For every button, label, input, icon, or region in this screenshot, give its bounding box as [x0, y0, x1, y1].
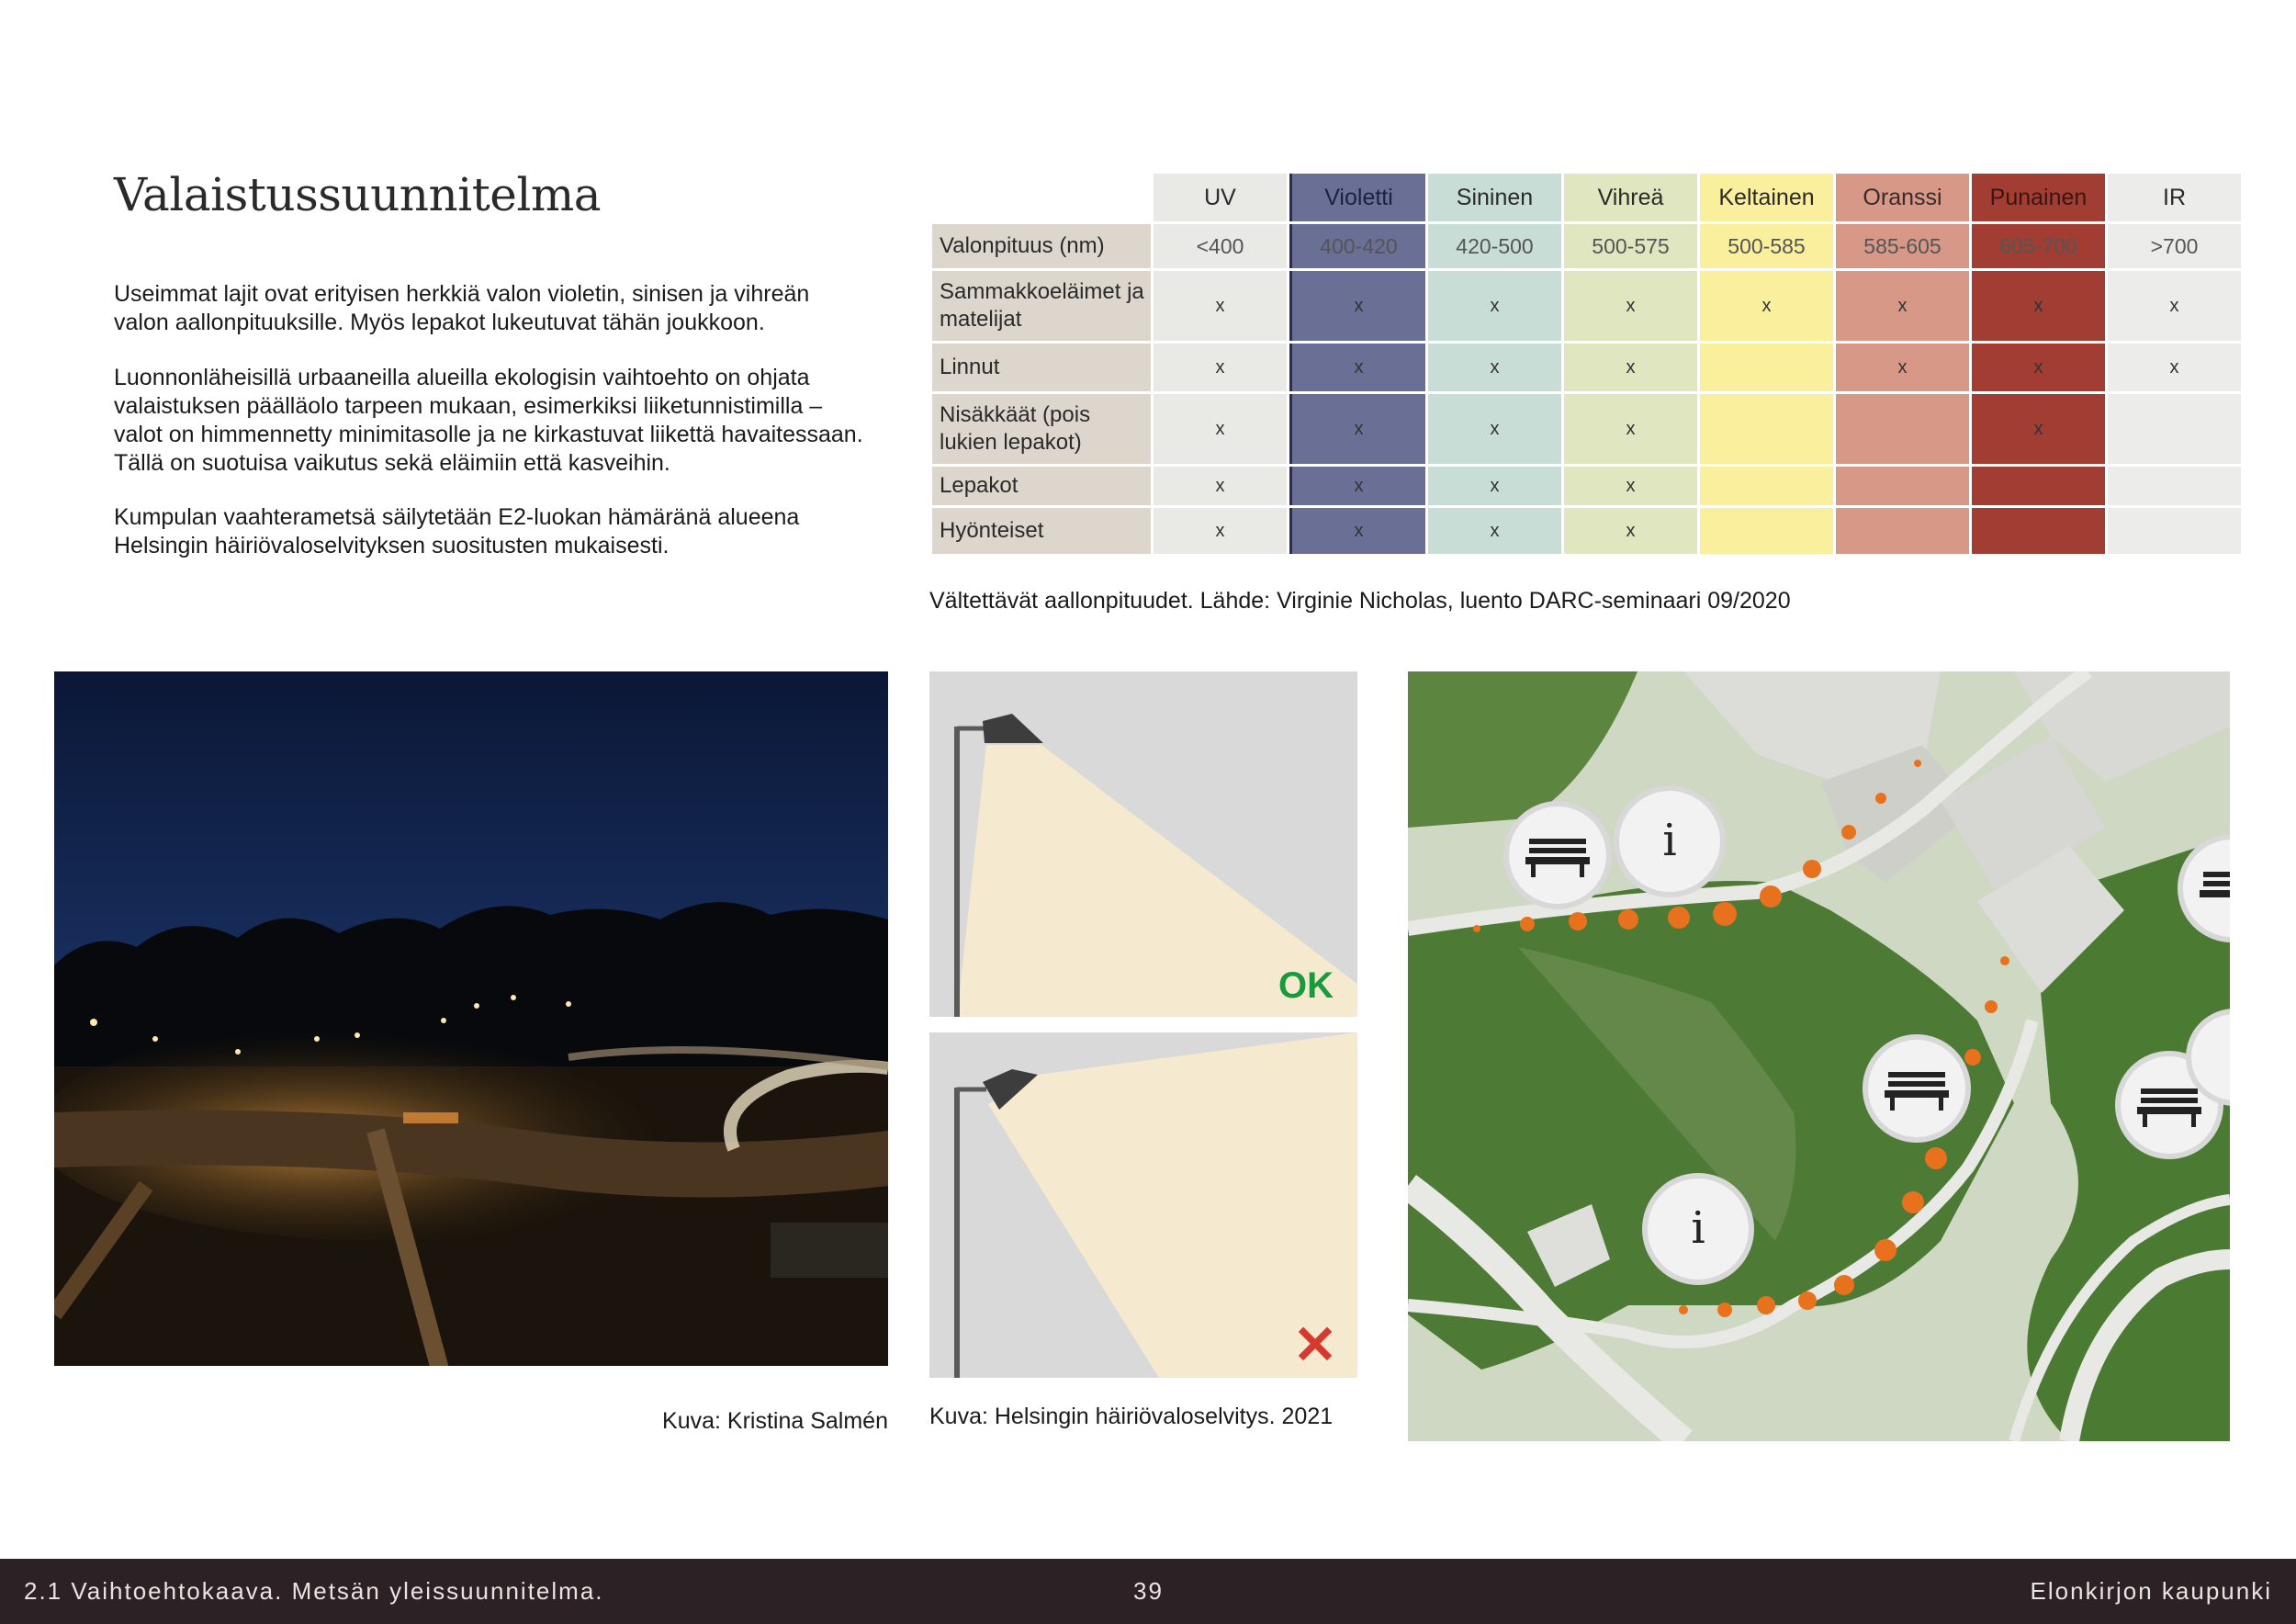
species-row: [932, 508, 2241, 554]
wavelength-uv: <400: [1154, 224, 1287, 268]
col-header-oranssi: Oranssi: [1836, 174, 1969, 221]
sensitivity-cell: x: [1972, 271, 2105, 341]
species-label: Sammakkoeläimet ja matelijat: [932, 271, 1151, 341]
sensitivity-cell: x: [1836, 271, 1969, 341]
night-road-photo: [54, 671, 888, 1366]
sensitivity-cell: x: [1564, 271, 1697, 341]
col-header-ir: IR: [2108, 174, 2241, 221]
sensitivity-cell: [2108, 508, 2241, 554]
species-label: Hyönteiset: [932, 508, 1151, 554]
bench-icon: [1865, 1037, 1968, 1140]
table-caption: Vältettävät aallonpituudet. Lähde: Virginie Nicholas, luento DARC-seminaari 09/2020: [929, 588, 1791, 614]
col-header-vihrea: Vihreä: [1564, 174, 1697, 221]
sensitivity-cell: x: [1289, 508, 1425, 554]
wavelength-violetti: 400-420: [1289, 224, 1425, 268]
col-header-sininen: Sininen: [1428, 174, 1561, 221]
sensitivity-cell: x: [1428, 344, 1561, 391]
wavelength-punainen: 605-700: [1972, 224, 2105, 268]
wavelength-row: [932, 224, 2241, 268]
col-header-violetti: Violetti: [1289, 174, 1425, 221]
sensitivity-cell: [1972, 467, 2105, 505]
col-header-keltainen: Keltainen: [1700, 174, 1833, 221]
info-icon: [1616, 788, 1723, 895]
sensitivity-cell: [2108, 394, 2241, 464]
photo-caption: Kuva: Kristina Salmén: [662, 1408, 888, 1434]
species-row: [932, 467, 2241, 505]
page-title: Valaistussuunnitelma: [114, 168, 602, 221]
sensitivity-cell: x: [1428, 508, 1561, 554]
sensitivity-cell: x: [1154, 271, 1287, 341]
sensitivity-cell: x: [1972, 344, 2105, 391]
sensitivity-cell: x: [1154, 394, 1287, 464]
col-header-punainen: Punainen: [1972, 174, 2105, 221]
wavelength-vihrea: 500-575: [1564, 224, 1697, 268]
correct-lighting-diagram: [929, 671, 1357, 1017]
sensitivity-cell: x: [1154, 467, 1287, 505]
sensitivity-cell: x: [1289, 271, 1425, 341]
footer-section-title: 2.1 Vaihtoehtokaava. Metsän yleissuunnitelma.: [24, 1577, 604, 1605]
sensitivity-cell: x: [1972, 394, 2105, 464]
intro-paragraph: Useimmat lajit ovat erityisen herkkiä valon violetin, sinisen ja vihreän valon aallonpituuksille. Myös lepakot lukeutuvat tähän joukkoon.: [114, 281, 810, 335]
sensitivity-cell: [1972, 508, 2105, 554]
sensitivity-cell: x: [1154, 344, 1287, 391]
bench-icon: [1506, 804, 1609, 907]
sensitivity-cell: x: [1700, 271, 1833, 341]
sensitivity-cell: [1836, 394, 1969, 464]
sensitivity-cell: [1700, 394, 1833, 464]
wavelength-oranssi: 585-605: [1836, 224, 1969, 268]
sensitivity-cell: x: [1289, 467, 1425, 505]
species-row: [932, 394, 2241, 464]
wavelength-table: [929, 171, 2244, 557]
sensitivity-cell: x: [1428, 467, 1561, 505]
incorrect-lighting-diagram: [929, 1032, 1357, 1378]
sensitivity-cell: x: [1564, 344, 1697, 391]
corner-cell: [932, 174, 1151, 221]
species-label: Linnut: [932, 344, 1151, 391]
sensitivity-cell: x: [1289, 394, 1425, 464]
svg-text:i: i: [1662, 815, 1677, 866]
sensitivity-cell: x: [1428, 271, 1561, 341]
species-label: Lepakot: [932, 467, 1151, 505]
site-map: [1408, 671, 2230, 1441]
motion-sensor-paragraph: Luonnonläheisillä urbaaneilla alueilla ekologisin vaihtoehto on ohjata valaistuksen päälläolo tarpeen mukaan, esimerkiksi liiketunnistimilla – valot on himmennetty minimitasolle ja ne kirkastuvat liikettä havaitessaan. Tällä on suotuisa vaikutus sekä eläimiin että kasveihin.: [114, 365, 863, 476]
sensitivity-cell: x: [1154, 508, 1287, 554]
wavelength-label: Valonpituus (nm): [932, 224, 1151, 268]
species-row: [932, 271, 2241, 341]
species-label: Nisäkkäät (pois lukien lepakot): [932, 394, 1151, 464]
page-number: 39: [1133, 1577, 1164, 1605]
sensitivity-cell: x: [1564, 394, 1697, 464]
dark-area-paragraph: Kumpulan vaahterametsä säilytetään E2-luokan hämäränä alueena Helsingin häiriövaloselvityksen suositusten mukaisesti.: [114, 504, 800, 558]
sensitivity-cell: [1700, 508, 1833, 554]
wavelength-keltainen: 500-585: [1700, 224, 1833, 268]
sensitivity-cell: [1836, 467, 1969, 505]
footer-document-title: Elonkirjon kaupunki: [2030, 1577, 2272, 1605]
sensitivity-cell: x: [1289, 344, 1425, 391]
not-ok-label: ✕: [1292, 1315, 1338, 1375]
sensitivity-cell: x: [1428, 394, 1561, 464]
sensitivity-cell: [1700, 467, 1833, 505]
sensitivity-cell: x: [2108, 271, 2241, 341]
species-row: [932, 344, 2241, 391]
svg-text:i: i: [1691, 1202, 1705, 1254]
sensitivity-cell: [1700, 344, 1833, 391]
sensitivity-cell: x: [1564, 467, 1697, 505]
diagram-caption: Kuva: Helsingin häiriövaloselvitys. 2021: [929, 1404, 1334, 1429]
page-footer: [0, 1559, 2296, 1624]
wavelength-sininen: 420-500: [1428, 224, 1561, 268]
color-header-row: [932, 174, 2241, 221]
ok-label: OK: [1278, 965, 1334, 1006]
sensitivity-cell: [2108, 467, 2241, 505]
sensitivity-cell: [1836, 508, 1969, 554]
sensitivity-cell: x: [1564, 508, 1697, 554]
sensitivity-cell: x: [2108, 344, 2241, 391]
info-icon: [1645, 1176, 1751, 1282]
wavelength-ir: >700: [2108, 224, 2241, 268]
sensitivity-cell: x: [1836, 344, 1969, 391]
col-header-uv: UV: [1154, 174, 1287, 221]
